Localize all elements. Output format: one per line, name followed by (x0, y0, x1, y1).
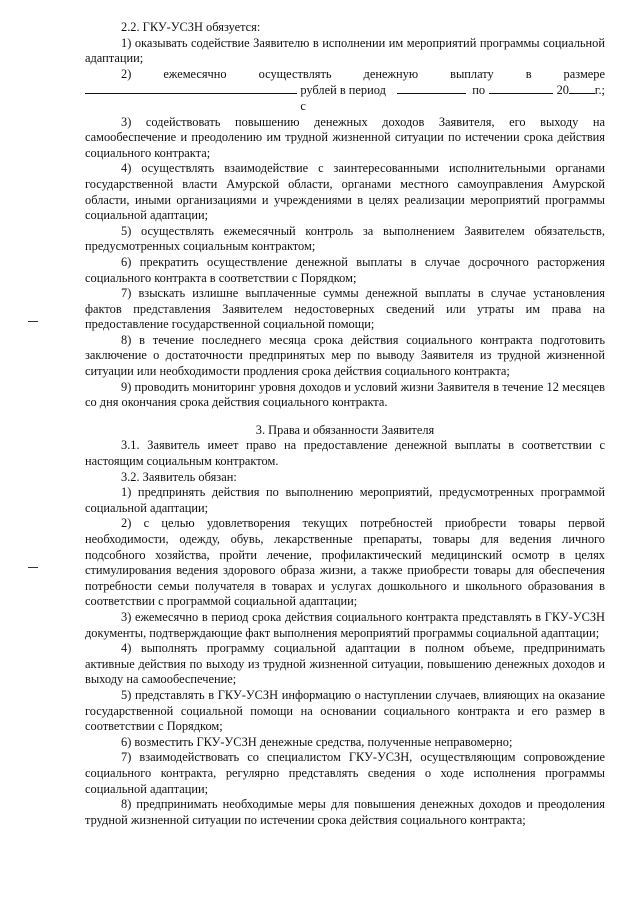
obligation-item-9: 9) проводить мониторинг уровня доходов и условий жизни Заявителя в течение 12 месяцев со дня окончания срока действия социального контракта. (85, 379, 605, 410)
obligation-item-1: 1) оказывать содействие Заявителю в исполнении им мероприятий программы социальной адаптации; (85, 35, 605, 66)
applicant-item-4: 4) выполнять программу социальной адаптации в полном объеме, предпринимать активные действия по выходу из трудной жизненной ситуации, повышению денежных доходов и выходу на самообеспечение; (85, 641, 605, 687)
date-from-blank (397, 82, 466, 94)
section-3-2: 3.2. Заявитель обязан: (121, 469, 237, 484)
year-blank (569, 82, 595, 94)
amount-blank (85, 82, 297, 94)
margin-mark (28, 321, 38, 322)
section-3-heading: 3. Права и обязанности Заявителя (255, 422, 435, 437)
obligation-item-2 (85, 67, 605, 115)
item-2-word: выплату (450, 66, 494, 81)
item-2-rubles: рублей в период с (300, 83, 386, 113)
item-2-number: 2) (121, 66, 132, 81)
applicant-item-8: 8) предпринимать необходимые меры для повышения денежных доходов и преодоления трудной жизненной ситуации по истечении срока действия социального контракта; (85, 797, 605, 827)
obligation-item-8: 8) в течение последнего месяца срока действия социального контракта подготовить заключение о достаточности предпринятых мер по выводу Заявителя из трудной жизненной ситуации или необходимости продления срока действия социального контракта; (85, 332, 605, 379)
obligation-item-3: 3) содействовать повышению денежных доходов Заявителя, его выходу на самообеспечение и преодолению им трудной жизненной ситуации по истечении срока действия социального контракта; (85, 114, 605, 160)
document-page (85, 20, 605, 828)
section-2-2-intro: 2.2. ГКУ-УСЗН обязуется: (121, 20, 261, 34)
item-2-word: размере (563, 66, 605, 81)
obligation-item-4: 4) осуществлять взаимодействие с заинтересованными исполнительными органами государственной власти Амурской области, органами местного самоуправления Амурской области, иными организациями и учреждениями в целях реализации мероприятий программы социальной адаптации; (85, 161, 605, 223)
item-2-word: осуществлять (258, 66, 332, 81)
applicant-item-6: 6) возместить ГКУ-УСЗН денежные средства, полученные неправомерно; (121, 734, 513, 749)
obligation-item-6: 6) прекратить осуществление денежной выплаты в случае досрочного расторжения социального контракта в соответствии с Порядком; (85, 254, 605, 285)
item-2-word: ежемесячно (163, 66, 227, 81)
margin-mark (28, 567, 38, 568)
applicant-item-5: 5) представлять в ГКУ-УСЗН информацию о наступлении случаев, влияющих на оказание государственной социальной помощи на основании социального контракта и его размер в соответствии с Порядком; (85, 687, 605, 734)
section-3-1: 3.1. Заявитель имеет право на предоставление денежной выплаты в соответствии с настоящим социальным контрактом. (85, 438, 605, 469)
applicant-item-2: 2) с целью удовлетворения текущих потребностей приобрести товары первой необходимости, одежду, обувь, лекарственные препараты, товары для ведения личного подсобного хозяйства, пройти лечение, профилактический медицинский осмотр в целях стимулирования ведения здорового образа жизни, а также приобрести товары для обеспечения потребности семьи получателя в товарах и услугах дошкольного и школьного образования в соответствии с программой социальной адаптации; (85, 516, 605, 609)
obligation-item-5: 5) осуществлять ежемесячный контроль за выполнением Заявителем обязательств, предусмотренных социальным контрактом; (85, 223, 605, 254)
applicant-item-7: 7) взаимодействовать со специалистом ГКУ-УСЗН, осуществляющим сопровождение социального контракта, регулярно представлять сведения о ходе исполнения программы социальной адаптации; (85, 750, 605, 796)
item-2-to: по (472, 83, 486, 98)
item-2-g: г.; (594, 83, 605, 98)
obligation-item-7: 7) взыскать излишне выплаченные суммы денежной выплаты в случае установления фактов представления Заявителем недостоверных сведений или утраты им права на предоставление государственной социальной помощи; (85, 286, 605, 332)
applicant-item-1: 1) предпринять действия по выполнению мероприятий, предусмотренных программой социальной адаптации; (85, 485, 605, 515)
item-2-year: 20 (556, 83, 569, 98)
applicant-item-3: 3) ежемесячно в период срока действия социального контракта представлять в ГКУ-УСЗН документы, подтверждающие факт выполнения мероприятий программы социальной адаптации; (85, 609, 605, 640)
item-2-word: денежную (363, 66, 419, 81)
date-to-blank (489, 82, 553, 94)
item-2-word: в (525, 66, 532, 81)
